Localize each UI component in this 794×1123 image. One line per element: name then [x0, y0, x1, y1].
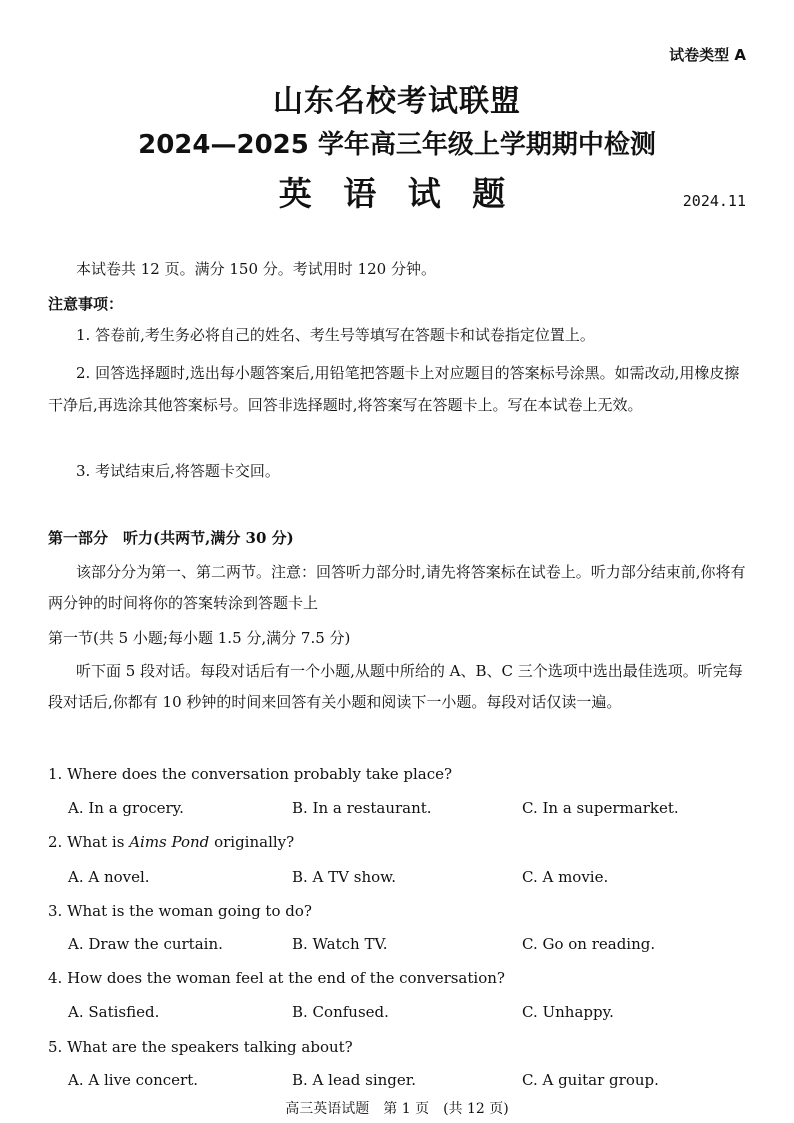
q1-option-a[interactable]: A. In a grocery. — [68, 799, 184, 817]
question-1 — [48, 764, 748, 784]
q1-option-b[interactable]: B. In a restaurant. — [292, 799, 432, 817]
q3-option-b[interactable]: B. Watch TV. — [292, 935, 388, 953]
question-text: How does the woman feel at the end of the conversation? — [67, 969, 505, 987]
question-number: 4. — [48, 969, 63, 987]
notice-3: 3. 考试结束后,将答题卡交回。 — [76, 462, 280, 480]
question-text: Where does the conversation probably take place? — [67, 765, 453, 783]
question-number: 2. — [48, 833, 63, 851]
question-number: 5. — [48, 1038, 63, 1056]
q5-option-c[interactable]: C. A guitar group. — [522, 1071, 659, 1089]
question-text-after: originally? — [209, 833, 295, 851]
notice-2: 2. 回答选择题时,选出每小题答案后,用铅笔把答题卡上对应题目的答案标号涂黑。如需改动,用橡皮擦干净后,再选涂其他答案标号。回答非选择题时,将答案写在答题卡上。写在本试卷上无效。 — [48, 364, 740, 414]
section1-instruction: 听下面 5 段对话。每段对话后有一个小题,从题中所给的 A、B、C 三个选项中选出最佳选项。听完每段对话后,你都有 10 秒钟的时间来回答有关小题和阅读下一小题。每段对话仅读一遍。 — [48, 662, 743, 711]
question-3 — [48, 901, 748, 921]
q5-option-b[interactable]: B. A lead singer. — [292, 1071, 417, 1089]
paper-type-label: 试卷类型 A — [669, 46, 746, 64]
notice-1: 1. 答卷前,考生务必将自己的姓名、考生号等填写在答题卡和试卷指定位置上。 — [76, 326, 595, 344]
question-text-before: What is — [67, 833, 130, 851]
subject-title: 英 语 试 题 — [278, 174, 516, 213]
question-text-title: Aims Pond — [129, 833, 210, 851]
question-2 — [48, 832, 748, 852]
page-footer: 高三英语试题 第 1 页 (共 12 页) — [285, 1101, 509, 1117]
part1-title: 第一部分 听力(共两节,满分 30 分) — [48, 529, 294, 547]
question-number: 3. — [48, 902, 63, 920]
q4-option-b[interactable]: B. Confused. — [292, 1003, 389, 1021]
alliance-title: 山东名校考试联盟 — [273, 84, 521, 119]
notice-title: 注意事项： — [48, 295, 124, 313]
section1-title: 第一节(共 5 小题;每小题 1.5 分,满分 7.5 分) — [48, 629, 351, 647]
question-text: What is the woman going to do? — [67, 902, 312, 920]
q3-option-c[interactable]: C. Go on reading. — [522, 935, 656, 953]
q4-option-c[interactable]: C. Unhappy. — [522, 1003, 614, 1021]
q3-option-a[interactable]: A. Draw the curtain. — [68, 935, 223, 953]
q4-option-a[interactable]: A. Satisfied. — [68, 1003, 160, 1021]
exam-summary: 本试卷共 12 页。满分 150 分。考试用时 120 分钟。 — [76, 260, 436, 278]
question-number: 1. — [48, 765, 63, 783]
part1-instruction: 该部分分为第一、第二两节。注意：回答听力部分时,请先将答案标在试卷上。听力部分结束前,你将有两分钟的时间将你的答案转涂到答题卡上 — [48, 563, 746, 612]
q5-option-a[interactable]: A. A live concert. — [68, 1071, 199, 1089]
question-5 — [48, 1037, 748, 1057]
q1-option-c[interactable]: C. In a supermarket. — [522, 799, 679, 817]
question-4 — [48, 968, 748, 988]
q2-option-c[interactable]: C. A movie. — [522, 868, 609, 886]
q2-option-a[interactable]: A. A novel. — [68, 868, 150, 886]
exam-date: 2024.11 — [682, 192, 746, 210]
q2-option-b[interactable]: B. A TV show. — [292, 868, 396, 886]
exam-title: 2024—2025 学年高三年级上学期期中检测 — [138, 130, 656, 160]
question-text: What are the speakers talking about? — [67, 1038, 353, 1056]
